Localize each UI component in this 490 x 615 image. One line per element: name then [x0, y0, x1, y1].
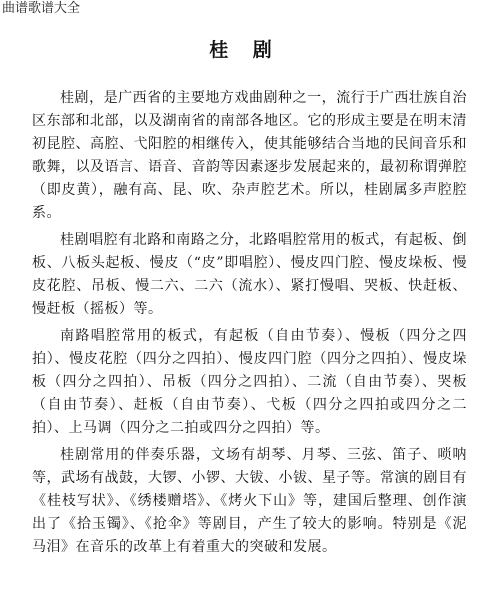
paragraph-intro: 桂剧，是广西省的主要地方戏曲剧种之一，流行于广西壮族自治区东部和北部，以及湖南省的南部各地区。它的形成主要是在明末清初昆腔、高腔、弋阳腔的相继传入，使其能够结合当地的民间音乐和歌舞，以及语言、语音、音韵等因素逐步发展起来的，最初称谓弹腔（即皮黄），融有高、昆、吹、杂声腔艺术。所以，桂剧属多声腔腔系。 [32, 90, 467, 221]
header-tag: 曲谱歌谱大全 [2, 1, 81, 16]
paragraph-instruments: 桂剧常用的伴奏乐器，文场有胡琴、月琴、三弦、笛子、唢呐等，武场有战鼓，大锣、小锣、大钹、小钹、星子等。常演的剧目有《桂枝写状》、《绣楼赠塔》、《烤火下山》等，建国后整理、创作演出了《拾玉镯》、《抢伞》等剧目，产生了较大的影响。特别是《泥马泪》在音乐的改革上有着重大的突破和发展。 [32, 447, 467, 555]
paragraph-south-road: 南路唱腔常用的板式，有起板（自由节奏）、慢板（四分之四拍）、慢皮花腔（四分之四拍）、慢皮四门腔（四分之四拍）、慢皮垛板（四分之四拍）、吊板（四分之四拍）、二流（自由节奏）、哭板（自由节奏）、赶板（自由节奏）、弋板（四分之四拍或四分之二拍）、上马调（四分之二拍或四分之四拍）等。 [32, 328, 467, 436]
article-body [32, 87, 467, 563]
paragraph-north-road: 桂剧唱腔有北路和南路之分，北路唱腔常用的板式，有起板、倒板、八板头起板、慢皮（“皮”即唱腔）、慢皮四门腔、慢皮垛板、慢皮花腔、吊板、慢二六、二六（流水）、紧打慢唱、哭板、快赶板、慢赶板（摇板）等。 [32, 232, 467, 317]
article-title: 桂 剧 [209, 39, 281, 61]
